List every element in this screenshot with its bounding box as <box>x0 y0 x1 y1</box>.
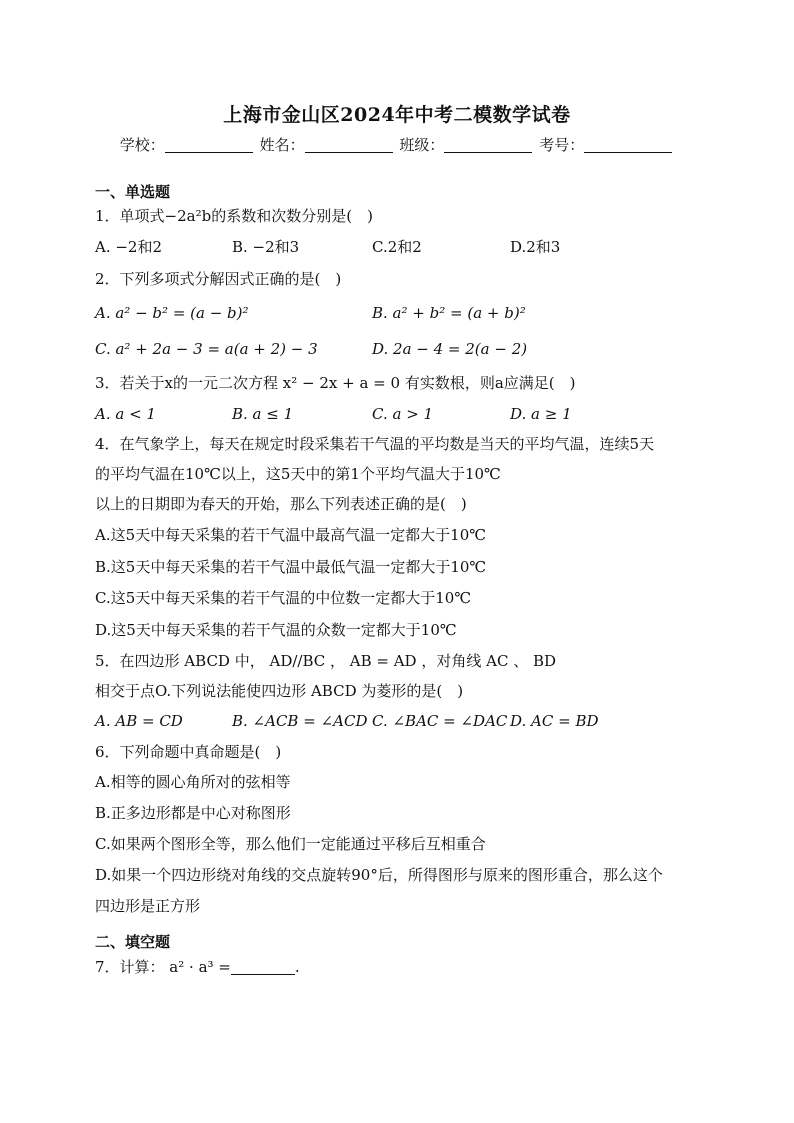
q4-option-b: B.这5天中每天采集的若干气温中最低气温一定都大于10℃ <box>95 558 487 576</box>
q3-option-a: A. a < 1 <box>95 405 156 423</box>
q1-option-a: A. −2和2 <box>95 238 163 256</box>
q4-stem-line3: 以上的日期即为春天的开始，那么下列表述正确的是( ) <box>95 495 467 513</box>
q3-option-b: B. a ≤ 1 <box>232 405 294 423</box>
class-label: 班级： <box>399 136 445 154</box>
q5-stem-line2: 相交于点O.下列说法能使四边形 ABCD 为菱形的是( ) <box>95 682 464 700</box>
q6-option-d-line1: D.如果一个四边形绕对角线的交点旋转90°后，所得图形与原来的图形重合，那么这个 <box>95 866 663 884</box>
q7-line <box>95 956 300 978</box>
section-single-choice: 一、单选题 <box>95 183 171 201</box>
exam-no-blank[interactable] <box>584 138 672 153</box>
q6-option-b: B.正多边形都是中心对称图形 <box>95 804 291 822</box>
school-label: 学校： <box>119 136 165 154</box>
q6-option-d-line2: 四边形是正方形 <box>95 897 201 915</box>
q2-stem: 2．下列多项式分解因式正确的是( ) <box>95 270 342 288</box>
q2-option-c: C. a² + 2a − 3 = a(a + 2) − 3 <box>95 340 318 358</box>
q2-option-b: B. a² + b² = (a + b)² <box>372 304 526 322</box>
q7-stem: 7．计算： a² · a³ = <box>95 958 231 976</box>
q4-option-d: D.这5天中每天采集的若干气温的众数一定都大于10℃ <box>95 621 457 639</box>
school-blank[interactable] <box>165 138 253 153</box>
q2-option-d: D. 2a − 4 = 2(a − 2) <box>372 340 528 358</box>
q7-answer-blank[interactable] <box>231 960 295 975</box>
q1-stem: 1．单项式−2a²b的系数和次数分别是( ) <box>95 207 373 225</box>
name-label: 姓名： <box>259 136 305 154</box>
q6-option-c: C.如果两个图形全等，那么他们一定能通过平移后互相重合 <box>95 835 486 853</box>
q1-option-c: C.2和2 <box>372 238 422 256</box>
q4-stem-line2: 的平均气温在10℃以上，这5天中的第1个平均气温大于10℃ <box>95 465 501 483</box>
q1-option-d: D.2和3 <box>510 238 561 256</box>
q5-option-d: D. AC = BD <box>510 712 599 730</box>
section-fill-blank: 二、填空题 <box>95 933 171 951</box>
q6-option-a: A.相等的圆心角所对的弦相等 <box>95 773 291 791</box>
exam-no-label: 考号： <box>539 136 585 154</box>
q3-option-d: D. a ≥ 1 <box>510 405 572 423</box>
q5-option-a: A. AB = CD <box>95 712 183 730</box>
q6-stem: 6．下列命题中真命题是( ) <box>95 743 282 761</box>
student-info-line <box>0 134 794 155</box>
exam-title: 上海市金山区2024年中考二模数学试卷 <box>223 104 571 126</box>
q7-end: . <box>294 958 300 976</box>
q3-stem: 3．若关于x的一元二次方程 x² − 2x + a = 0 有实数根，则a应满足( ) <box>95 374 576 392</box>
q5-option-b: B. ∠ACB = ∠ACD <box>232 712 368 730</box>
q4-option-a: A.这5天中每天采集的若干气温中最高气温一定都大于10℃ <box>95 526 487 544</box>
q5-option-c: C. ∠BAC = ∠DAC <box>372 712 508 730</box>
q2-option-a: A. a² − b² = (a − b)² <box>95 304 249 322</box>
name-blank[interactable] <box>305 138 393 153</box>
q4-option-c: C.这5天中每天采集的若干气温的中位数一定都大于10℃ <box>95 589 472 607</box>
q3-option-c: C. a > 1 <box>372 405 434 423</box>
q4-stem-line1: 4．在气象学上，每天在规定时段采集若干气温的平均数是当天的平均气温，连续5天 <box>95 435 655 453</box>
q5-stem-line1: 5．在四边形 ABCD 中， AD//BC ， AB = AD ，对角线 AC 、 BD <box>95 652 557 670</box>
q1-option-b: B. −2和3 <box>232 238 300 256</box>
class-blank[interactable] <box>444 138 532 153</box>
